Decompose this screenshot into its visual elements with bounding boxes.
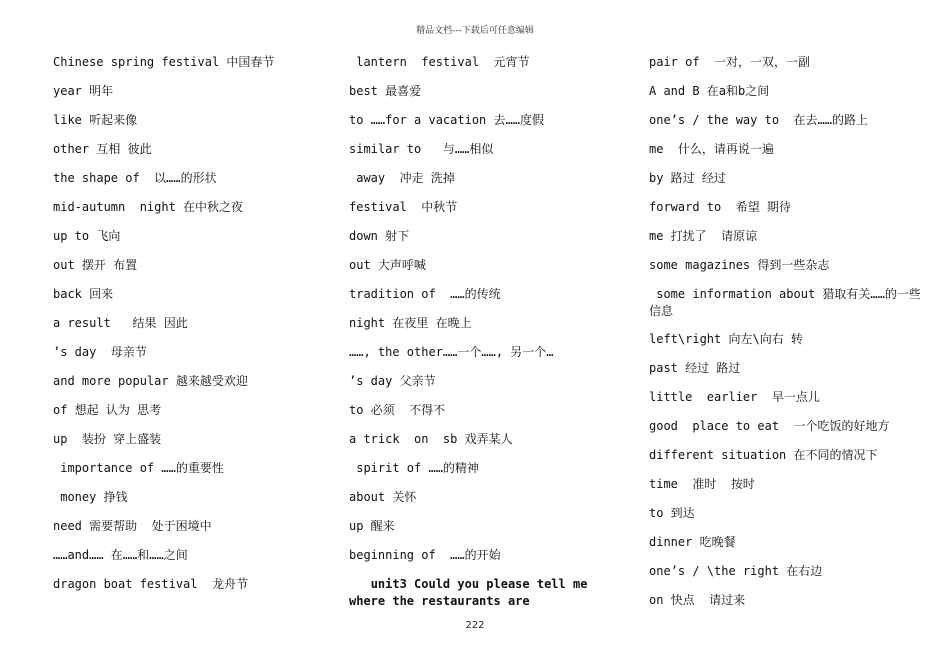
vocab-entry: tradition of ……的传统: [349, 287, 501, 301]
page-header: 精品文档---下载后可任意编辑: [416, 26, 534, 36]
vocab-column-2: [349, 54, 629, 622]
vocab-entry: out 摆开 布置: [53, 258, 138, 272]
vocab-entry: and more popular 越来越受欢迎: [53, 374, 248, 388]
vocab-entry: past 经过 路过: [649, 361, 741, 375]
vocab-entry: one’s / \the right 在右边: [649, 564, 823, 578]
vocab-entry: like 听起来像: [53, 113, 138, 127]
vocab-entry: little earlier 早一点儿: [649, 390, 820, 404]
vocab-entry: lantern festival 元宵节: [349, 55, 530, 69]
vocab-entry: dragon boat festival 龙舟节: [53, 577, 248, 591]
vocab-entry: ’s day 母亲节: [53, 345, 147, 359]
vocab-entry: me 什么，请再说一遍: [649, 142, 774, 156]
vocab-entry: the shape of 以……的形状: [53, 171, 217, 185]
vocab-entry: dinner 吃晚餐: [649, 535, 736, 549]
vocab-entry: time 准时 按时: [649, 477, 755, 491]
vocab-entry: on 快点 请过来: [649, 593, 746, 607]
vocab-entry: night 在夜里 在晚上: [349, 316, 472, 330]
vocab-entry: up 装扮 穿上盛装: [53, 432, 162, 446]
unit-heading: unit3 Could you please tell me where the restaurants are: [349, 577, 595, 608]
vocab-entry: up to 飞向: [53, 229, 121, 243]
vocab-entry: a trick on sb 戏弄某人: [349, 432, 513, 446]
vocab-entry: best 最喜爱: [349, 84, 422, 98]
vocab-entry: similar to 与……相似: [349, 142, 494, 156]
vocab-entry: need 需要帮助 处于困境中: [53, 519, 212, 533]
vocab-entry: one’s / the way to 在去……的路上: [649, 113, 868, 127]
vocab-entry: to 到达: [649, 506, 695, 520]
vocab-column-1: [53, 54, 323, 605]
vocab-entry: of 想起 认为 思考: [53, 403, 162, 417]
vocab-entry: good place to eat 一个吃饭的好地方: [649, 419, 890, 433]
vocab-entry: festival 中秋节: [349, 200, 458, 214]
vocab-column-3: [649, 54, 929, 621]
vocab-entry: down 射下: [349, 229, 410, 243]
vocab-entry: me 打扰了 请原谅: [649, 229, 758, 243]
vocab-entry: pair of 一对，一双，一副: [649, 55, 811, 69]
vocab-entry: by 路过 经过: [649, 171, 726, 185]
vocab-entry: to 必须 不得不: [349, 403, 446, 417]
vocab-entry: a result 结果 因此: [53, 316, 188, 330]
vocab-entry: other 互相 彼此: [53, 142, 152, 156]
vocab-entry: ……, the other……一个……, 另一个…: [349, 345, 554, 359]
vocab-entry: to ……for a vacation 去……度假: [349, 113, 544, 127]
vocab-entry: mid-autumn night 在中秋之夜: [53, 200, 244, 214]
vocab-entry: spirit of ……的精神: [349, 461, 479, 475]
vocab-entry: importance of ……的重要性: [53, 461, 224, 475]
vocab-entry: Chinese spring festival 中国春节: [53, 55, 275, 69]
vocab-entry: out 大声呼喊: [349, 258, 426, 272]
vocab-entry: some magazines 得到一些杂志: [649, 258, 830, 272]
vocab-entry: A and B 在a和b之间: [649, 84, 770, 98]
page-number: 222: [465, 620, 485, 631]
vocab-entry: year 明年: [53, 84, 114, 98]
vocab-entry: money 挣钱: [53, 490, 128, 504]
vocab-entry: ’s day 父亲节: [349, 374, 436, 388]
vocab-entry: beginning of ……的开始: [349, 548, 501, 562]
vocab-entry: away 冲走 洗掉: [349, 171, 455, 185]
vocab-entry: different situation 在不同的情况下: [649, 448, 878, 462]
vocab-entry: up 醒来: [349, 519, 395, 533]
vocab-entry: some information about 猎取有关……的一些信息: [649, 287, 921, 318]
vocab-entry: forward to 希望 期待: [649, 200, 791, 214]
vocab-entry: about 关怀: [349, 490, 417, 504]
vocab-entry: back 回来: [53, 287, 114, 301]
vocab-entry: ……and…… 在……和……之间: [53, 548, 188, 562]
vocab-entry: left\right 向左\向右 转: [649, 332, 803, 346]
